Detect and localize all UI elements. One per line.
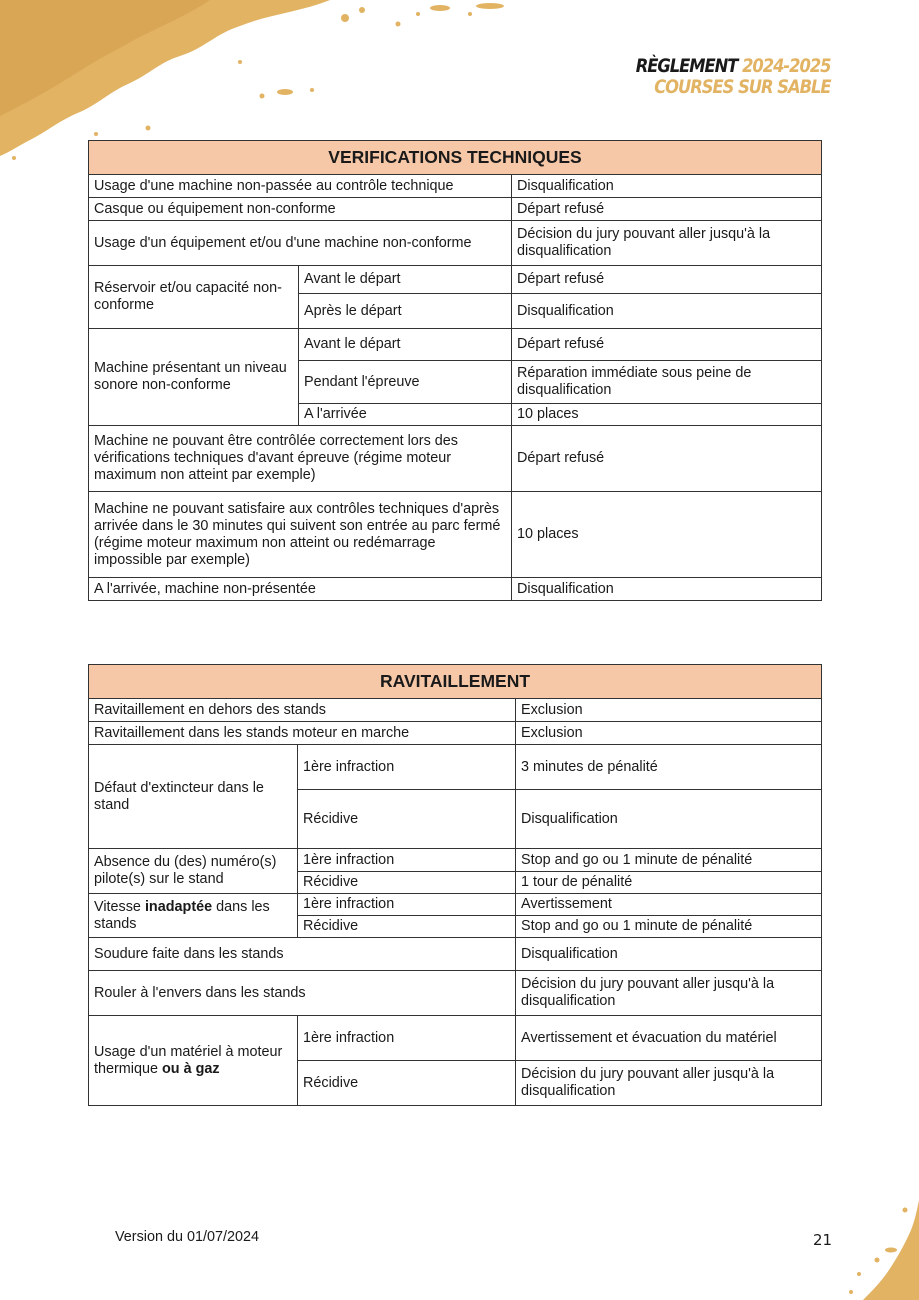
infraction-cell: Machine présentant un niveau sonore non-conforme — [89, 329, 299, 426]
infraction-cell — [89, 1016, 298, 1106]
table-row — [89, 849, 822, 872]
condition-cell: 1ère infraction — [298, 849, 516, 872]
table-row — [89, 1016, 822, 1061]
condition-cell: Avant le départ — [299, 329, 512, 361]
infraction-cell: Ravitaillement dans les stands moteur en marche — [89, 722, 516, 745]
condition-cell: Récidive — [298, 1061, 516, 1106]
sanction-cell: Départ refusé — [512, 426, 822, 492]
infraction-cell: Ravitaillement en dehors des stands — [89, 699, 516, 722]
condition-cell: 1ère infraction — [298, 1016, 516, 1061]
footer-version: Version du 01/07/2024 — [115, 1229, 260, 1245]
table-row — [89, 329, 822, 361]
table-row — [89, 894, 822, 916]
label-bold-text: inadaptée — [144, 898, 213, 915]
sanction-cell: Stop and go ou 1 minute de pénalité — [516, 916, 822, 938]
sanction-cell: 3 minutes de pénalité — [516, 745, 822, 790]
infraction-cell: Défaut d'extincteur dans le stand — [89, 745, 298, 849]
sanction-cell: 10 places — [512, 404, 822, 426]
sanction-cell: Réparation immédiate sous peine de disqualification — [512, 361, 822, 404]
sanction-cell: Disqualification — [516, 790, 822, 849]
condition-cell: Récidive — [298, 916, 516, 938]
condition-cell: 1ère infraction — [298, 894, 516, 916]
sand-splash-bottom-right — [759, 1200, 919, 1300]
infraction-cell: A l'arrivée, machine non-présentée — [89, 578, 512, 601]
infraction-cell: Machine ne pouvant satisfaire aux contrôles techniques d'après arrivée dans le 30 minutes qui suivent son entrée au parc fermé (régime moteur maximum non atteint ou redémarrage impossible par exemple) — [89, 492, 512, 578]
infraction-cell: Usage d'une machine non-passée au contrôle technique — [89, 175, 512, 198]
table-row — [89, 699, 822, 722]
sanction-cell: Exclusion — [516, 722, 822, 745]
infraction-cell: Soudure faite dans les stands — [89, 938, 516, 971]
document-header — [636, 56, 831, 98]
table-row — [89, 492, 822, 578]
page-number: 21 — [813, 1231, 833, 1249]
table-row — [89, 198, 822, 221]
infraction-cell: Rouler à l'envers dans les stands — [89, 971, 516, 1016]
infraction-cell: Réservoir et/ou capacité non-conforme — [89, 266, 299, 329]
sanction-cell: Départ refusé — [512, 266, 822, 294]
table-row — [89, 426, 822, 492]
verifications-title: VERIFICATIONS TECHNIQUES — [89, 141, 822, 175]
label-text: Vitesse — [94, 898, 145, 915]
ravitaillement-table — [88, 664, 822, 1106]
sanction-cell: Disqualification — [516, 938, 822, 971]
sanction-cell: Avertissement et évacuation du matériel — [516, 1016, 822, 1061]
infraction-cell: Absence du (des) numéro(s) pilote(s) sur le stand — [89, 849, 298, 894]
header-title-years: 2024-2025 — [742, 55, 831, 77]
sanction-cell: 10 places — [512, 492, 822, 578]
sanction-cell: Exclusion — [516, 699, 822, 722]
sanction-cell: Disqualification — [512, 578, 822, 601]
sanction-cell: Avertissement — [516, 894, 822, 916]
sanction-cell: Décision du jury pouvant aller jusqu'à la disqualification — [516, 1061, 822, 1106]
sanction-cell: Décision du jury pouvant aller jusqu'à la disqualification — [512, 221, 822, 266]
header-title-word: RÈGLEMENT — [636, 55, 738, 77]
sanction-cell: Départ refusé — [512, 198, 822, 221]
condition-cell: Récidive — [298, 872, 516, 894]
sanction-cell: Disqualification — [512, 175, 822, 198]
condition-cell: Pendant l'épreuve — [299, 361, 512, 404]
header-subtitle: COURSES SUR SABLE — [654, 76, 831, 98]
table-row — [89, 722, 822, 745]
condition-cell: Avant le départ — [299, 266, 512, 294]
label-text: Usage d'un matériel à moteur thermique — [94, 1043, 283, 1077]
table-row — [89, 221, 822, 266]
infraction-cell: Casque ou équipement non-conforme — [89, 198, 512, 221]
sanction-cell: Décision du jury pouvant aller jusqu'à la disqualification — [516, 971, 822, 1016]
infraction-cell: Machine ne pouvant être contrôlée correctement lors des vérifications techniques d'avant épreuve (régime moteur maximum non atteint par exemple) — [89, 426, 512, 492]
sanction-cell: 1 tour de pénalité — [516, 872, 822, 894]
sanction-cell: Départ refusé — [512, 329, 822, 361]
sanction-cell: Stop and go ou 1 minute de pénalité — [516, 849, 822, 872]
verifications-table — [88, 140, 822, 601]
table-row — [89, 938, 822, 971]
condition-cell: Récidive — [298, 790, 516, 849]
table-row — [89, 971, 822, 1016]
infraction-cell: Usage d'un équipement et/ou d'une machine non-conforme — [89, 221, 512, 266]
sanction-cell: Disqualification — [512, 294, 822, 329]
table-row — [89, 745, 822, 790]
table-row — [89, 266, 822, 294]
label-text: dans les stands — [94, 898, 270, 932]
label-bold-text: ou à gaz — [162, 1060, 220, 1077]
condition-cell: A l'arrivée — [299, 404, 512, 426]
condition-cell: 1ère infraction — [298, 745, 516, 790]
table-row — [89, 578, 822, 601]
ravitaillement-title: RAVITAILLEMENT — [89, 665, 822, 699]
infraction-cell — [89, 894, 298, 938]
condition-cell: Après le départ — [299, 294, 512, 329]
table-row — [89, 175, 822, 198]
